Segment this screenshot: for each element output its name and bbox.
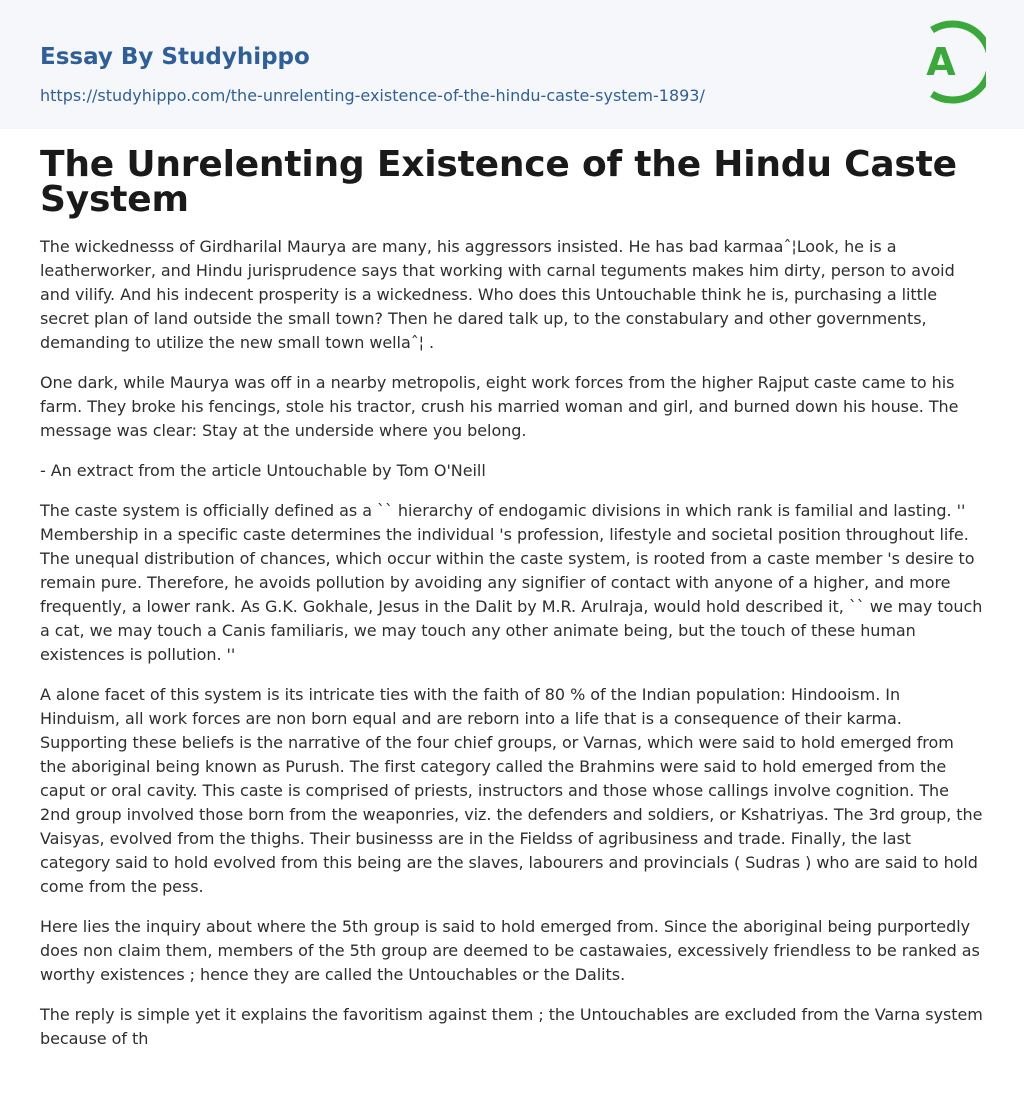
article-content [0, 129, 1024, 1051]
article-paragraph: Here lies the inquiry about where the 5th group is said to hold emerged from. Since the aboriginal being purportedly does non claim them, members of the 5th group are deemed to be castawaies, excessively friendless to be ranked as worthy existences ; hence they are called the Untouchables or the Dalits. [40, 917, 980, 984]
site-header [0, 0, 1024, 129]
article-paragraph: The caste system is officially defined as a `` hierarchy of endogamic divisions in which rank is familial and lasting. '' Membership in a specific caste determines the individual 's profession, lifestyle and societal position throughout life. The unequal distribution of chances, which occur within the caste system, is rooted from a caste member 's desire to remain pure. Therefore, he avoids pollution by avoiding any signifier of contact with anyone of a higher, and more frequently, a lower rank. As G.K. Gokhale, Jesus in the Dalit by M.R. Arulraja, would hold described it, `` we may touch a cat, we may touch a Canis familiaris, we may touch any other animate being, but the touch of these human existences is pollution. '' [40, 501, 983, 664]
article-paragraph: One dark, while Maurya was off in a nearby metropolis, eight work forces from the higher Rajput caste came to his farm. They broke his fencings, stole his tractor, crush his married woman and girl, and burned down his house. The message was clear: Stay at the underside where you belong. [40, 373, 959, 440]
source-url-link[interactable]: https://studyhippo.com/the-unrelenting-existence-of-the-hindu-caste-system-1893/ [40, 86, 705, 105]
brand-title[interactable]: Essay By Studyhippo [40, 44, 310, 70]
article-title: The Unrelenting Existence of the Hindu Caste System [40, 144, 957, 220]
studyhippo-logo-icon[interactable] [914, 18, 986, 106]
article-paragraph: - An extract from the article Untouchable by Tom O'Neill [40, 461, 486, 480]
article-paragraph: A alone facet of this system is its intricate ties with the faith of 80 % of the Indian population: Hindooism. In Hinduism, all work forces are non born equal and are reborn into a life that is a consequence of their karma. Supporting these beliefs is the narrative of the four chief groups, or Varnas, which were said to hold emerged from the aboriginal being known as Purush. The first category called the Brahmins were said to hold emerged from the caput or oral cavity. This caste is comprised of priests, instructors and those whose callings involve cognition. The 2nd group involved those born from the weaponries, viz. the defenders and soldiers, or Kshatriyas. The 3rd group, the Vaisyas, evolved from the thighs. Their businesss are in the Fieldss of agribusiness and trade. Finally, the last category said to hold evolved from this being are the slaves, labourers and provincials ( Sudras ) who are said to hold come from the pess. [40, 685, 983, 896]
logo-letter: A [926, 40, 956, 84]
article-paragraph: The reply is simple yet it explains the favoritism against them ; the Untouchables are excluded from the Varna system because of th [40, 1005, 983, 1048]
article-paragraph: The wickednesss of Girdharilal Maurya are many, his aggressors insisted. He has bad karmaaˆ¦Look, he is a leatherworker, and Hindu jurisprudence says that working with carnal teguments makes him dirty, person to avoid and vilify. And his indecent prosperity is a wickedness. Who does this Untouchable think he is, purchasing a little secret plan of land outside the small town? Then he dared talk up, to the constabulary and other governments, demanding to utilize the new small town wellaˆ¦ . [40, 237, 955, 352]
